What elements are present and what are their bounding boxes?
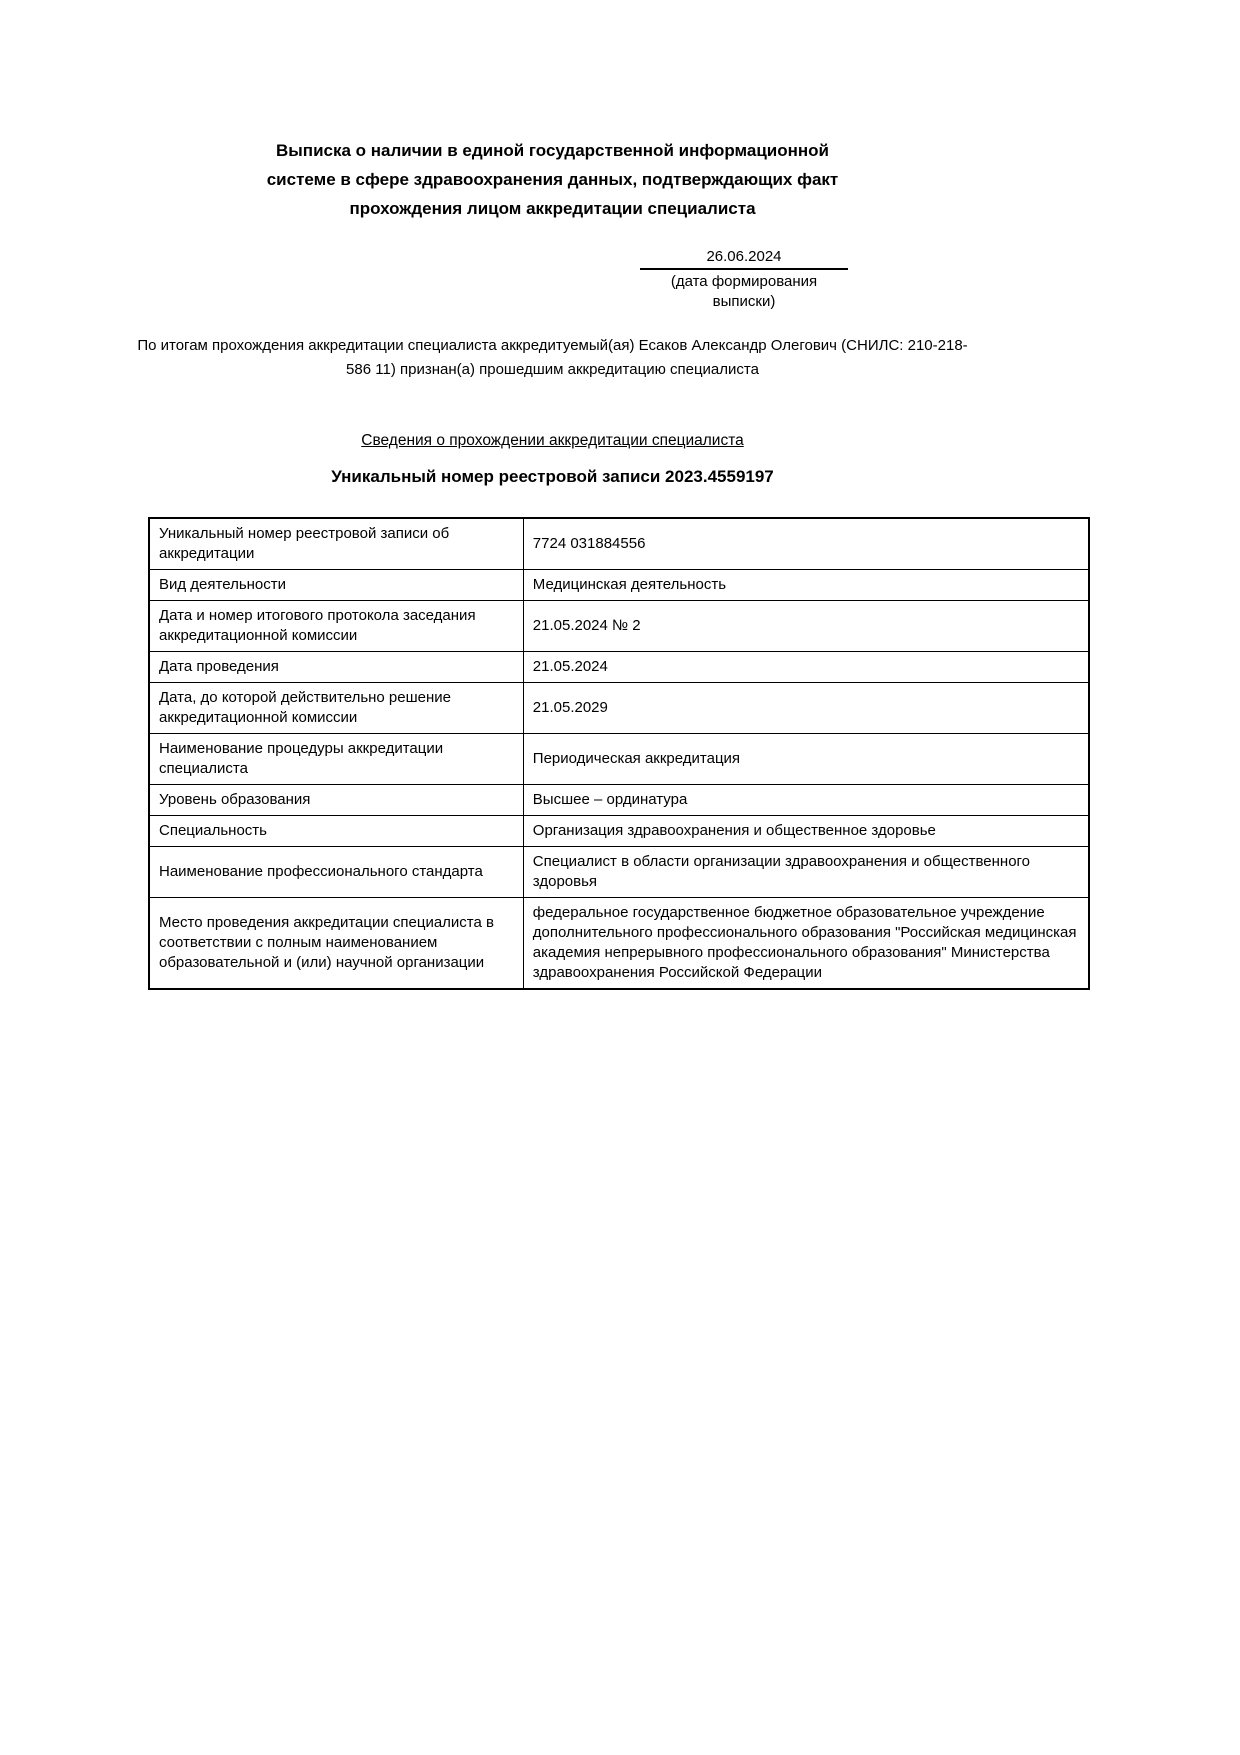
row-label-cell: Вид деятельности <box>149 570 523 601</box>
row-label-cell: Уровень образования <box>149 785 523 816</box>
table-row <box>149 570 1089 601</box>
table-row <box>149 847 1089 898</box>
row-label-cell: Наименование процедуры аккредитации специалиста <box>149 734 523 785</box>
table-row <box>149 734 1089 785</box>
accreditation-table-body <box>149 518 1089 989</box>
row-label-cell: Уникальный номер реестровой записи об аккредитации <box>149 518 523 570</box>
row-value-cell: Медицинская деятельность <box>523 570 1089 601</box>
formation-date-caption: (дата формирования выписки) <box>670 273 818 310</box>
row-value-cell: 7724 031884556 <box>523 518 1089 570</box>
formation-date: 26.06.2024 <box>640 247 848 270</box>
formation-date-block <box>640 247 848 312</box>
table-row <box>149 518 1089 570</box>
registry-record-heading: Уникальный номер реестровой записи 2023.4559197 <box>331 467 774 486</box>
accreditation-table <box>148 517 1090 990</box>
table-row <box>149 816 1089 847</box>
row-value-cell: Высшее – ординатура <box>523 785 1089 816</box>
row-value-cell: 21.05.2024 № 2 <box>523 601 1089 652</box>
table-row <box>149 898 1089 990</box>
row-value-cell: Организация здравоохранения и общественное здоровье <box>523 816 1089 847</box>
row-value-cell: 21.05.2029 <box>523 683 1089 734</box>
row-label-cell: Дата и номер итогового протокола заседания аккредитационной комиссии <box>149 601 523 652</box>
intro-paragraph: По итогам прохождения аккредитации специалиста аккредитуемый(ая) Есаков Александр Олегович (СНИЛС: 210-218-586 11) признан(а) прошедшим аккредитацию специалиста <box>137 337 968 378</box>
document-title <box>135 136 970 223</box>
document-title-line-1: Выписка о наличии в единой государственной информационной <box>276 141 829 160</box>
document-title-line-2: системе в сфере здравоохранения данных, подтверждающих факт <box>266 170 839 189</box>
table-row <box>149 683 1089 734</box>
row-label-cell: Место проведения аккредитации специалиста в соответствии с полным наименованием образовательной и (или) научной организации <box>149 898 523 990</box>
row-value-cell: Периодическая аккредитация <box>523 734 1089 785</box>
section-heading: Сведения о прохождении аккредитации специалиста <box>361 432 744 449</box>
row-value-cell: Специалист в области организации здравоохранения и общественного здоровья <box>523 847 1089 898</box>
table-row <box>149 785 1089 816</box>
row-value-cell: федеральное государственное бюджетное образовательное учреждение дополнительного профессионального образования "Российская медицинская академия непрерывного профессионального образования" Министерства здравоохранения Российской Федерации <box>523 898 1089 990</box>
row-label-cell: Дата проведения <box>149 652 523 683</box>
row-label-cell: Специальность <box>149 816 523 847</box>
table-row <box>149 601 1089 652</box>
row-label-cell: Дата, до которой действительно решение аккредитационной комиссии <box>149 683 523 734</box>
row-value-cell: 21.05.2024 <box>523 652 1089 683</box>
table-row <box>149 652 1089 683</box>
accreditation-table-wrapper <box>148 517 1090 990</box>
document-title-line-3: прохождения лицом аккредитации специалиста <box>349 199 756 218</box>
row-label-cell: Наименование профессионального стандарта <box>149 847 523 898</box>
